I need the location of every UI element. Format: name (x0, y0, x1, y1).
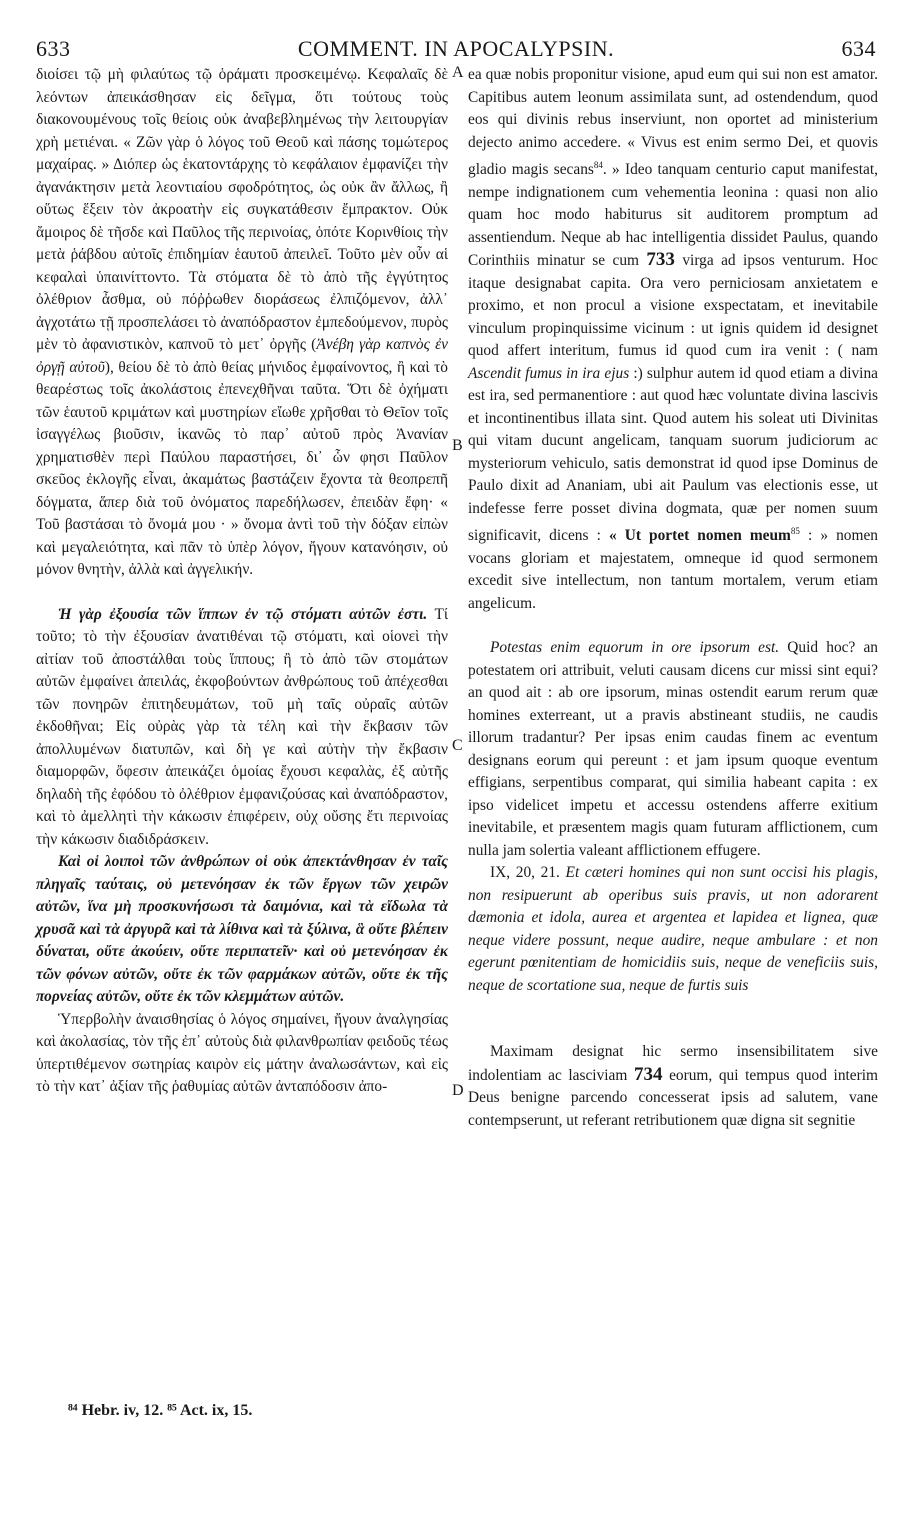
column-number: 733 (646, 249, 675, 271)
page-number-right: 634 (841, 36, 876, 61)
greek-text: ), θείου δὲ τὸ ἀπὸ θείας μήνιδος ἐμφαίνοντος, ἢ καὶ τὸ θεαρέστως τοῖς ἀκολάστοις ἐπενεχθῆναι ταῦτα. Ὅτι δὲ ὀχήματι τῶν ἑαυτοῦ κριμάτων καὶ μυστηρίων εἴωθε χρῆσθαι τὸ Θεῖον τοῖς ἰσαγγέλως βιοῦσιν, ἱκανῶς τὸ παρ᾽ αὐτοῦ πρὸς Ἀνανίαν χρηματισθὲν περὶ Παύλου παραστήσει, δι᾽ ὧν φησι Παῦλον σκεῦος ἐκλογῆς εἶναι, ἀκαμάτως βαστάζειν ἔχοντα τὰ θεοπρεπῆ δόγματα, ἅπερ διὰ τοῦ ὀνόματος παρεδήλωσεν, ἐπειδὰν ἔφη· « Τοῦ βαστάσαι τὸ ὄνομά μου · » ὄνομα ἀντὶ τοῦ τὴν δόξαν εἰπὼν καὶ μεγαλειότητα, καὶ πᾶν τὸ ὑπὲρ λόγον, ἤγουν κατανόησιν, οὐ μόνον θνητὴν, ἀλλὰ καὶ ἀγγελικήν. (36, 358, 448, 578)
page-number-left: 633 (36, 36, 71, 61)
margin-letter-c: C (452, 737, 463, 754)
latin-lemma: Et cæteri homines qui non sunt occisi his plagis, non resipuerunt ab operibus suis pravis, ut non adorarent dæmonia et idola, aurea et argentea et lapidea et lignea, quæ neque videre possunt, neque audire, neque ambulare : et non egerunt pœnitentiam de homicidiis suis, neque de veneficiis suis, neque de scortatione sua, neque de furtis suis (468, 864, 878, 994)
latin-text: Quid hoc? an potestatem ori attribuit, veluti causam dicens cur missi sint equi? an quod ait : ab ore ipsorum, minas ostendit earum rerum quæ homines exterreant, ut a pravis abstineant studiis, ne caudis illorum tradantur? Per ipsas enim caudas finem ac eventum designans eorum qui pereunt : et jam ipsum quoque eventum effigians, serpentibus comparat, qui similia habeant capita : ex ipso videlicet impetu et accessu ostendens afferre exitium inevitabile, et præsentem magis quam futuram afflictionem, cum nulla jam solertia valeant afflictionem effugere. (468, 639, 878, 859)
latin-text: ea quæ nobis proponitur visione, apud eum qui sui non est amator. Capitibus autem leonum assimilata sunt, ad ostendendum, quod eos qui divinis rebus inserviunt, non oportet ad ministerium dejecto animo accedere. « Vivus est enim sermo Dei, et quovis gladio magis secans (468, 66, 878, 179)
margin-letter-d: D (452, 1082, 464, 1099)
latin-paragraph-1 (468, 64, 878, 615)
verse-reference: IX, 20, 21. (490, 864, 560, 882)
running-title: COMMENT. IN APOCALYPSIN. (297, 36, 615, 61)
latin-lemma: Potestas enim equorum in ore ipsorum est. (490, 639, 780, 657)
latin-text: eorum, qui tempus quod interim Deus benigne parcendo concesserat ipsis ad salutem, vane contempserunt, ut referant retributionem quæ digna sit segnitie (468, 1066, 878, 1129)
margin-letter-b: B (452, 437, 463, 454)
greek-quote: Ἀνέβη γὰρ καπνὸς ἐν ὀργῇ αὐτοῦ (36, 336, 449, 376)
latin-text: :) sulphur autem id quod etiam a divina est ira, sed permanentiore : aut quod hæc voluntate divina lascivis et incontinentibus illata sint. Quod autem his soleat uti Divinitas qui vitam ducunt angelicam, tanquam suorum judiciorum ac mysteriorum vehiculo, satis demonstrat id quod ipse Dominus de Paulo dixit ad Ananiam, ubi ait Paulum vas electionis esse, ut indefesse ferre posset divina dogmata, quæ per nomen suum significavit, dicens : (468, 364, 878, 545)
latin-column (468, 64, 878, 1132)
greek-column (36, 64, 448, 1099)
footnote-ref: 84 (593, 160, 603, 170)
greek-paragraph-4: Ὑπερβολὴν ἀναισθησίας ὁ λόγος σημαίνει, ἤγουν ἀναλγησίας καὶ ἀκολασίας, τὸν τῆς ἐπ᾽ αὐτοὺς διὰ φιλανθρωπίαν φειδοῦς τέως ὑπερτιθέμενον σωτηρίας καιρὸν εἰς μάτην ἀναλωσάντων, καὶ εἰς τὸ τὴν κατ᾽ ἀξίαν τῆς ῥαθυμίας αὐτῶν ἀνταπόδοσιν ἀπο- (36, 1010, 448, 1095)
latin-paragraph-2 (468, 637, 878, 862)
footnote-ref: 85 (790, 526, 800, 537)
latin-paragraph-3 (468, 862, 878, 997)
latin-text: : » nomen vocans gloriam et majestatem, omneque id quod sermonem excedit sive intellectum, non tantum mortalem, verum etiam angelicum. (468, 527, 878, 612)
greek-lemma-3: Καὶ οἱ λοιποὶ τῶν ἀνθρώπων οἱ οὐκ ἀπεκτάνθησαν ἐν ταῖς πληγαῖς ταύταις, οὐ μετενόησαν ἐκ τῶν ἔργων τῶν χειρῶν αὐτῶν, ἵνα μὴ προσκυνήσωσι τὰ δαιμόνια, καὶ τὰ εἴδωλα τὰ χρυσᾶ καὶ τὰ ἀργυρᾶ καὶ τὰ λίθινα καὶ τὰ ξύλινα, ἃ οὔτε βλέπειν δύναται, οὔτε ἀκούειν, οὔτε περιπατεῖν· καὶ οὐ μετενόησαν ἐκ τῶν φόνων αὐτῶν, οὔτε ἐκ τῶν φαρμάκων αὐτῶν, οὔτε ἐκ τῆς πορνείας αὐτῶν, οὔτε ἐκ τῶν κλεμμάτων αὐτῶν. (36, 853, 448, 1005)
footnotes: ⁸⁴ Hebr. iv, 12. ⁸⁵ Act. ix, 15. (68, 1402, 253, 1419)
greek-text: διοίσει τῷ μὴ φιλαύτως τῷ ὁράματι προσκειμένῳ. Κεφαλαῖς δὲ λεόντων ἀπεικάσθησαν εἰς δεῖγμα, ὅτι τούτους τοὺς διακονουμένους τοῖς θείοις οὐκ ἀναβεβλημένως τὴν λειτουργίαν χρὴ μετιέναι. « Ζῶν γὰρ ὁ λόγος τοῦ Θεοῦ καὶ πάσης τομώτερος μαχαίρας. » Διόπερ ὡς ἑκατοντάρχης τὸ κεφάλαιον ἐμφανίζει τὴν ἀγανάκτησιν μετὰ λεοντιαίου σφοδρότητος, ὡς οὐκ ἂν ἄλλως, ἢ οὕτως ἕξειν τὸν ἀκροατὴν εἰς συγκατάθεσιν ἔμπρακτον. Οὐκ ἄμοιρος δὲ τῆσδε καὶ Παῦλος τῆς περινοίας, ὁπότε Κορινθίοις τὴν μετὰ ῥάβδου αὐτοῖς ἐπιδημίαν ἑαυτοῦ ἀπειλεῖ. Τοῦτο μὲν οὖν αἱ κεφαλαὶ ὑπαινίττοντο. Τὰ στόματα δὲ τὸ ἀπὸ τῆς ἐγγύτητος ὀλέθριον ἆσθμα, οὐ πόῤῥωθεν διοράσεως ἐλπιζόμενον, ἀλλ᾽ ἀγχοτάτω τῇ προσπελάσει τὸ ἀναπόδραστον ἐμπεδούμενον, πυρὸς μὲν τὸ ἀφανιστικὸν, καπνοῦ τὸ μετ᾽ ὀργῆς ( (36, 66, 448, 353)
margin-letter-a: A (452, 64, 464, 81)
latin-text: . » Ideo tanquam centurio caput manifestat, nempe indignationem cum vehementia leonina : quasi non alio quam hoc modo habiturus sit auditorem promptum ad assentiendum. Neque ab hac intelligentia dissidet Paulus, quando Corinthiis minatur se cum (468, 161, 878, 270)
latin-text: Maximam designat hic sermo insensibilitatem sive indolentiam ac lasciviam (468, 1043, 878, 1084)
latin-quote: Ascendit fumus in ira ejus (468, 364, 630, 382)
greek-lemma: Ἡ γὰρ ἐξουσία τῶν ἵππων ἐν τῷ στόματι αὐτῶν ἐστι. (58, 605, 428, 623)
greek-paragraph-2 (36, 604, 448, 852)
latin-paragraph-4 (468, 1041, 878, 1132)
latin-text: virga ad ipsos venturum. Hoc itaque designabat capita. Ora vero perniciosam anxietatem e proximo, et non procul a visione exspectatam, et inevitabile vinculum propinquissime vicinum : ut ignis quidem id designet quod affert interitum, fumus id quod cum ira venit : ( nam (468, 252, 878, 360)
greek-paragraph-1 (36, 64, 448, 582)
running-header (36, 36, 876, 64)
latin-quote-bold: « Ut portet nomen meum (608, 527, 791, 545)
greek-text: Τί τοῦτο; τὸ τὴν ἐξουσίαν ἀνατιθέναι τῷ στόματι, καὶ οἱονεὶ τὴν αἰτίαν τοῦ ἀποστάλθαι τοὺς ἵππους; ἢ τὸ ἀπὸ τῶν στομάτων αὐτῶν ἐμφαίνει ἀπειλάς, ἐκφοβούντων ἀνθρώπους τοῦ ἀπέχεσθαι τῶν πονηρῶν ἐπιτηδευμάτων, τοῦ μὴ ταῖς οὐραῖς αὐτῶν ἐκδοθῆναι; Εἰς οὐρὰς γὰρ τὰ τέλη καὶ τὴν ἔκβασιν τῶν ἀπολλυμένων διατυπῶν, καὶ δὴ γε καὶ αὐτὴν τὴν ἔκβασιν διαμορφῶν, ὄφεσιν ἀπεικάζει ὁμοίας ἔχουσι κεφαλὰς, ἐξ αὐτῆς δηλαδὴ τῆς ἐφόδου τὸ ὀλέθριον ἐμφανιζούσας καὶ ἀναπόδραστον, καὶ τὸ ἀμελλητὶ τὴν κάκωσιν ἐπιφέρειν, οὐχ οὔσης ἔτι περινοίας τὴν κάκωσιν διαδιδράσκειν. (36, 605, 448, 848)
column-number: 734 (633, 1063, 663, 1085)
